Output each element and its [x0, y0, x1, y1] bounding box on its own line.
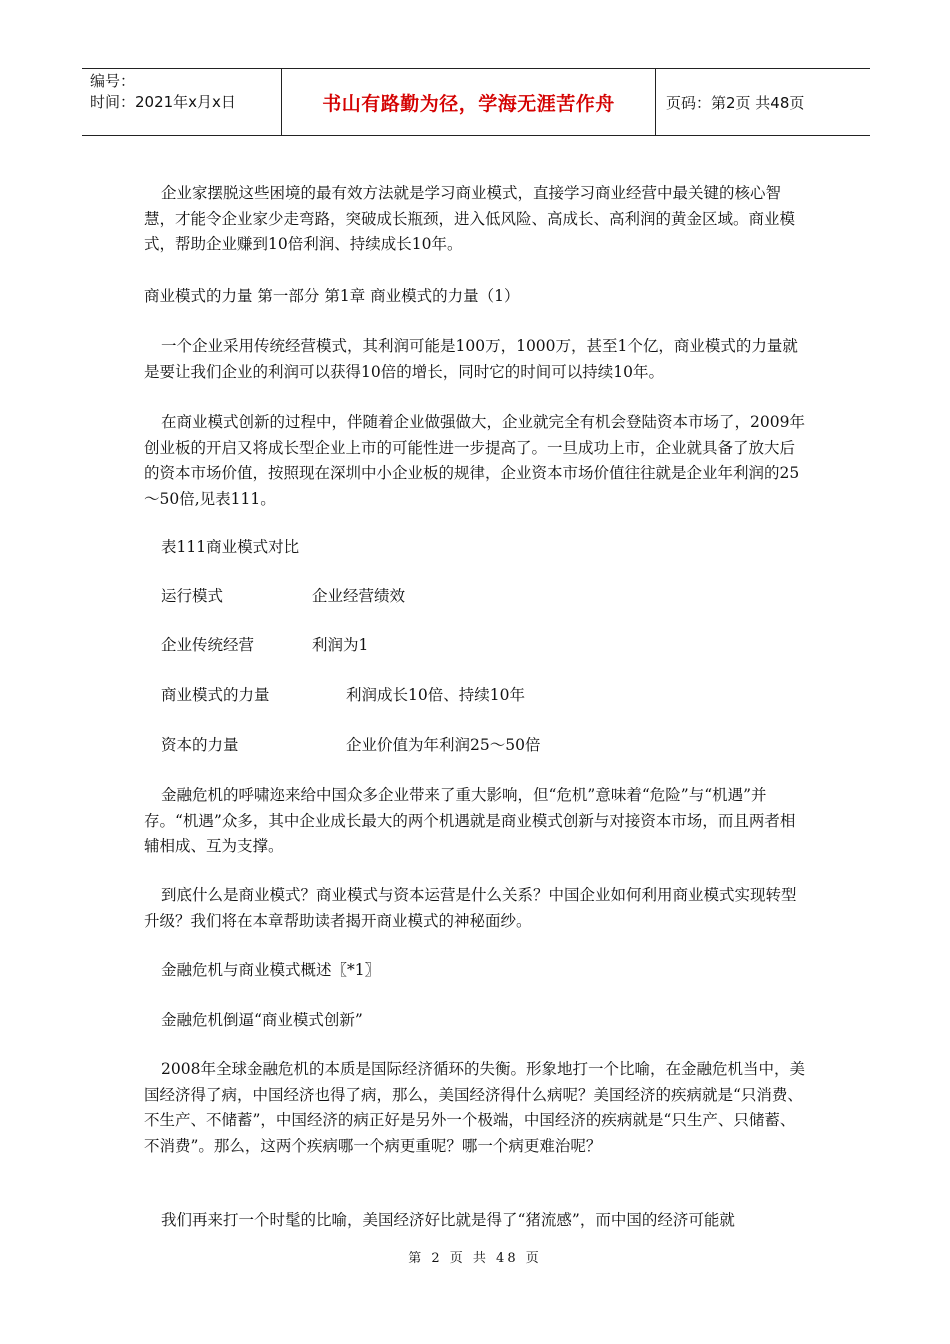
number-label: 编号：	[90, 72, 136, 90]
paragraph-7: 我们再来打一个时髦的比喻，美国经济好比就是得了“猪流感”，而中国的经济可能就	[161, 1211, 735, 1229]
paragraph-5: 到底什么是商业模式？商业模式与资本运营是什么关系？中国企业如何利用商业模式实现转型升级？我们将在本章帮助读者揭开商业模式的神秘面纱。	[144, 886, 797, 930]
page-header	[82, 68, 870, 136]
paragraph-1: 企业家摆脱这些困境的最有效方法就是学习商业模式，直接学习商业经营中最关键的核心智慧，才能令企业家少走弯路，突破成长瓶颈，进入低风险、高成长、高利润的黄金区域。商业模式，帮助企业赚到10倍利润、持续成长10年。	[144, 184, 796, 253]
subheading-2: 金融危机倒逼“商业模式创新”	[161, 1011, 363, 1029]
header-page-info: 页码：第2页 共48页	[666, 93, 805, 112]
subheading-1: 金融危机与商业模式概述〖*1〗	[161, 961, 381, 979]
table-row-2-col-2: 利润为1	[312, 636, 369, 654]
table-caption: 表111商业模式对比	[161, 538, 300, 556]
section-heading: 商业模式的力量 第一部分 第1章 商业模式的力量（1）	[144, 287, 520, 305]
table-row-3-col-1: 商业模式的力量	[161, 686, 270, 704]
table-row-1-col-1: 运行模式	[161, 587, 224, 605]
table-row-4-col-1: 资本的力量	[161, 736, 239, 754]
paragraph-3: 在商业模式创新的过程中，伴随着企业做强做大，企业就完全有机会登陆资本市场了，2009年创业板的开启又将成长型企业上市的可能性进一步提高了。一旦成功上市，企业就具备了放大后的资本市场价值，按照现在深圳中小企业板的规律，企业资本市场价值往往就是企业年利润的25～50倍,见表111。	[144, 413, 805, 508]
table-row-4-col-2: 企业价值为年利润25～50倍	[346, 736, 541, 754]
header-motto: 书山有路勤为径，学海无涯苦作舟	[282, 69, 656, 135]
paragraph-2: 一个企业采用传统经营模式，其利润可能是100万，1000万，甚至1个亿，商业模式的力量就是要让我们企业的利润可以获得10倍的增长，同时它的时间可以持续10年。	[144, 337, 798, 381]
page-footer: 第 2 页 共 48 页	[408, 1251, 542, 1266]
paragraph-6: 2008年全球金融危机的本质是国际经济循环的失衡。形象地打一个比喻，在金融危机当中，美国经济得了病，中国经济也得了病，那么，美国经济得什么病呢？美国经济的疾病就是“只消费、不生产、不储蓄”，中国经济的病正好是另外一个极端，中国经济的疾病就是“只生产、只储蓄、不消费”。那么，这两个疾病哪一个病更重呢？哪一个病更难治呢？	[144, 1060, 805, 1155]
table-row-1-col-2: 企业经营绩效	[312, 587, 406, 605]
paragraph-4: 金融危机的呼啸迩来给中国众多企业带来了重大影响，但“危机”意味着“危险”与“机遇”并存。“机遇”众多，其中企业成长最大的两个机遇就是商业模式创新与对接资本市场，而且两者相辅相成、互为支撑。	[144, 786, 796, 855]
header-left-cell	[82, 69, 282, 135]
time-label: 时间：2021年x月x日	[90, 93, 236, 111]
table-row-2-col-1: 企业传统经营	[161, 636, 255, 654]
table-row-3-col-2: 利润成长10倍、持续10年	[346, 686, 525, 704]
